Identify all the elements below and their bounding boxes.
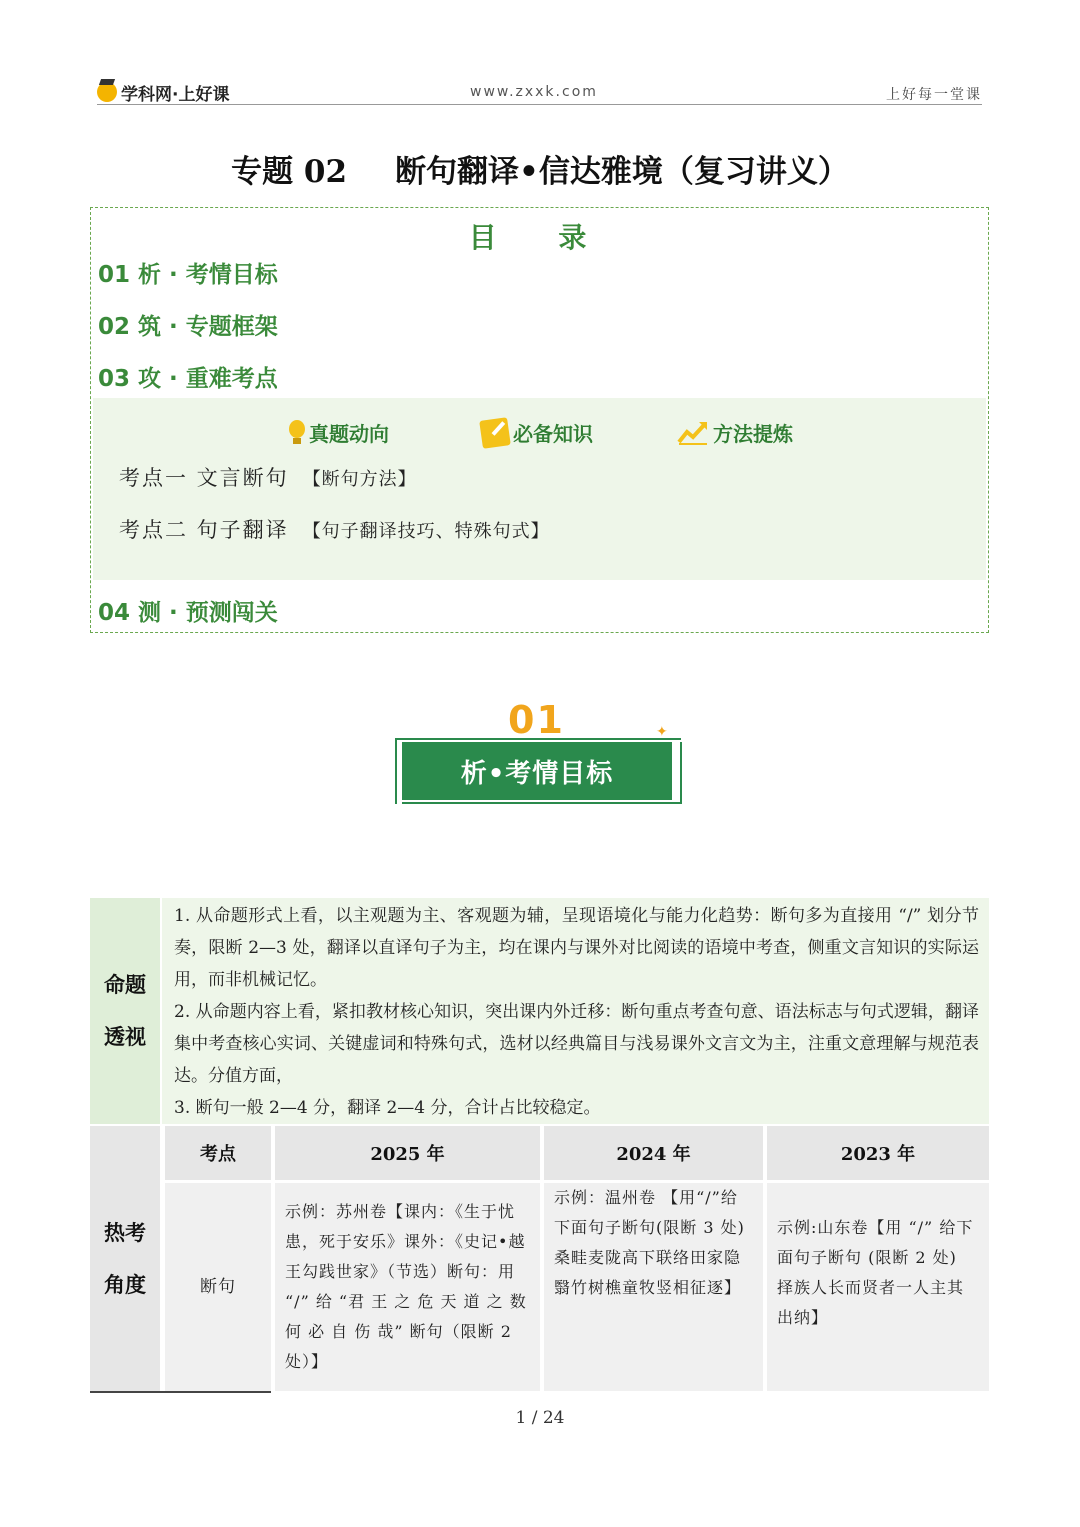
page-number: 1 / 24 — [515, 1408, 565, 1428]
intro-label — [90, 898, 160, 1124]
label-line: 角度 — [104, 1273, 146, 1297]
sparkle-icon: ✦ — [656, 724, 668, 740]
section-banner: 析•考情目标 — [402, 742, 672, 800]
label-line: 命题 — [104, 973, 146, 997]
page-title — [0, 146, 1080, 191]
label-line: 热考 — [104, 1221, 146, 1245]
col-header-2023: 2023 年 — [767, 1126, 989, 1180]
intro-paragraph: 1. 从命题形式上看，以主观题为主、客观题为辅，呈现语境化与能力化趋势：断句多为直接用 “/” 划分节奏，限断 2—3 处，翻译以直译句子为主，均在课内与课外对比阅读的语境中考查，侧重文言知识的实际运用，而非机械记忆。 — [174, 906, 979, 990]
site-logo[interactable] — [97, 80, 229, 104]
row-2024-cell: 示例：温州卷 【用“/”给下面句子断句(限断 3 处)桑畦麦陇高下联络田家隐翳竹树樵童牧竖相征逐】 — [544, 1183, 763, 1391]
toc-item-4[interactable]: 04 测 · 预测闯关 — [98, 600, 278, 626]
feature-label: 真题动向 — [309, 422, 389, 446]
title-number: 专题 02 — [231, 154, 348, 190]
point-label: 考点一 文言断句 — [119, 466, 289, 490]
row-2023-cell: 示例:山东卷【用 “/” 给下面句子断句 (限断 2 处) 择族人长而贤者一人主其出纳】 — [767, 1183, 989, 1391]
header-url[interactable]: www.zxxk.com — [470, 84, 598, 100]
intro-text — [162, 898, 989, 1124]
logo-text: 学科网·上好课 — [121, 84, 230, 105]
header-divider — [97, 104, 982, 105]
title-text: 断句翻译•信达雅境（复习讲义） — [395, 154, 849, 190]
notebook-pen-icon — [479, 417, 511, 449]
header-slogan: 上好每一堂课 — [886, 87, 982, 103]
feature-label: 方法提炼 — [713, 422, 793, 446]
toc-heading: 目 录 — [468, 221, 613, 254]
toc-item-2[interactable]: 02 筑 · 专题框架 — [98, 314, 278, 340]
intro-paragraph: 3. 断句一般 2—4 分，翻译 2—4 分，合计占比较稳定。 — [174, 1098, 601, 1118]
toc-subpanel — [93, 398, 986, 580]
toc-point-2[interactable] — [119, 514, 550, 544]
label-line: 透视 — [104, 1025, 146, 1049]
hot-label — [90, 1126, 160, 1392]
table-of-contents — [90, 207, 989, 633]
toc-item-3[interactable]: 03 攻 · 重难考点 — [98, 366, 278, 392]
point-label: 考点二 句子翻译 — [119, 518, 289, 542]
section-number: 01 — [508, 698, 565, 742]
toc-point-1[interactable] — [119, 462, 417, 492]
col-header-2025: 2025 年 — [275, 1126, 540, 1180]
feature-zhenti[interactable] — [289, 418, 389, 447]
intro-paragraph: 2. 从命题内容上看，紧扣教材核心知识，突出课内外迁移：断句重点考查句意、语法标志与句式逻辑，翻译集中考查核心实词、关键虚词和特殊句式，选材以经典篇目与浅易课外文言文为主，注重文意理解与规范表达。分值方面， — [174, 1002, 979, 1086]
row-2025-cell: 示例：苏州卷【课内：《生于忧患，死于安乐》课外：《史记•越王勾践世家》（节选）断句：用 “/” 给 “君 王 之 危 天 道 之 数 何 必 自 伤 哉” 断句（限断 2 处）】 — [275, 1183, 540, 1391]
point-tag: 【断句方法】 — [302, 469, 417, 490]
row-point-cell: 断句 — [165, 1183, 271, 1391]
col-header-point: 考点 — [165, 1126, 271, 1180]
feature-label: 必备知识 — [513, 422, 593, 446]
point-tag: 【句子翻译技巧、特殊句式】 — [302, 521, 550, 542]
trend-chart-icon — [677, 420, 709, 446]
toc-item-1[interactable]: 01 析 · 考情目标 — [98, 262, 278, 288]
col-header-2024: 2024 年 — [544, 1126, 763, 1180]
feature-zhishi[interactable] — [481, 418, 593, 447]
feature-fangfa[interactable] — [677, 418, 793, 447]
lightbulb-icon — [289, 420, 305, 446]
table-bottom-rule — [90, 1391, 271, 1393]
logo-icon — [97, 82, 117, 102]
